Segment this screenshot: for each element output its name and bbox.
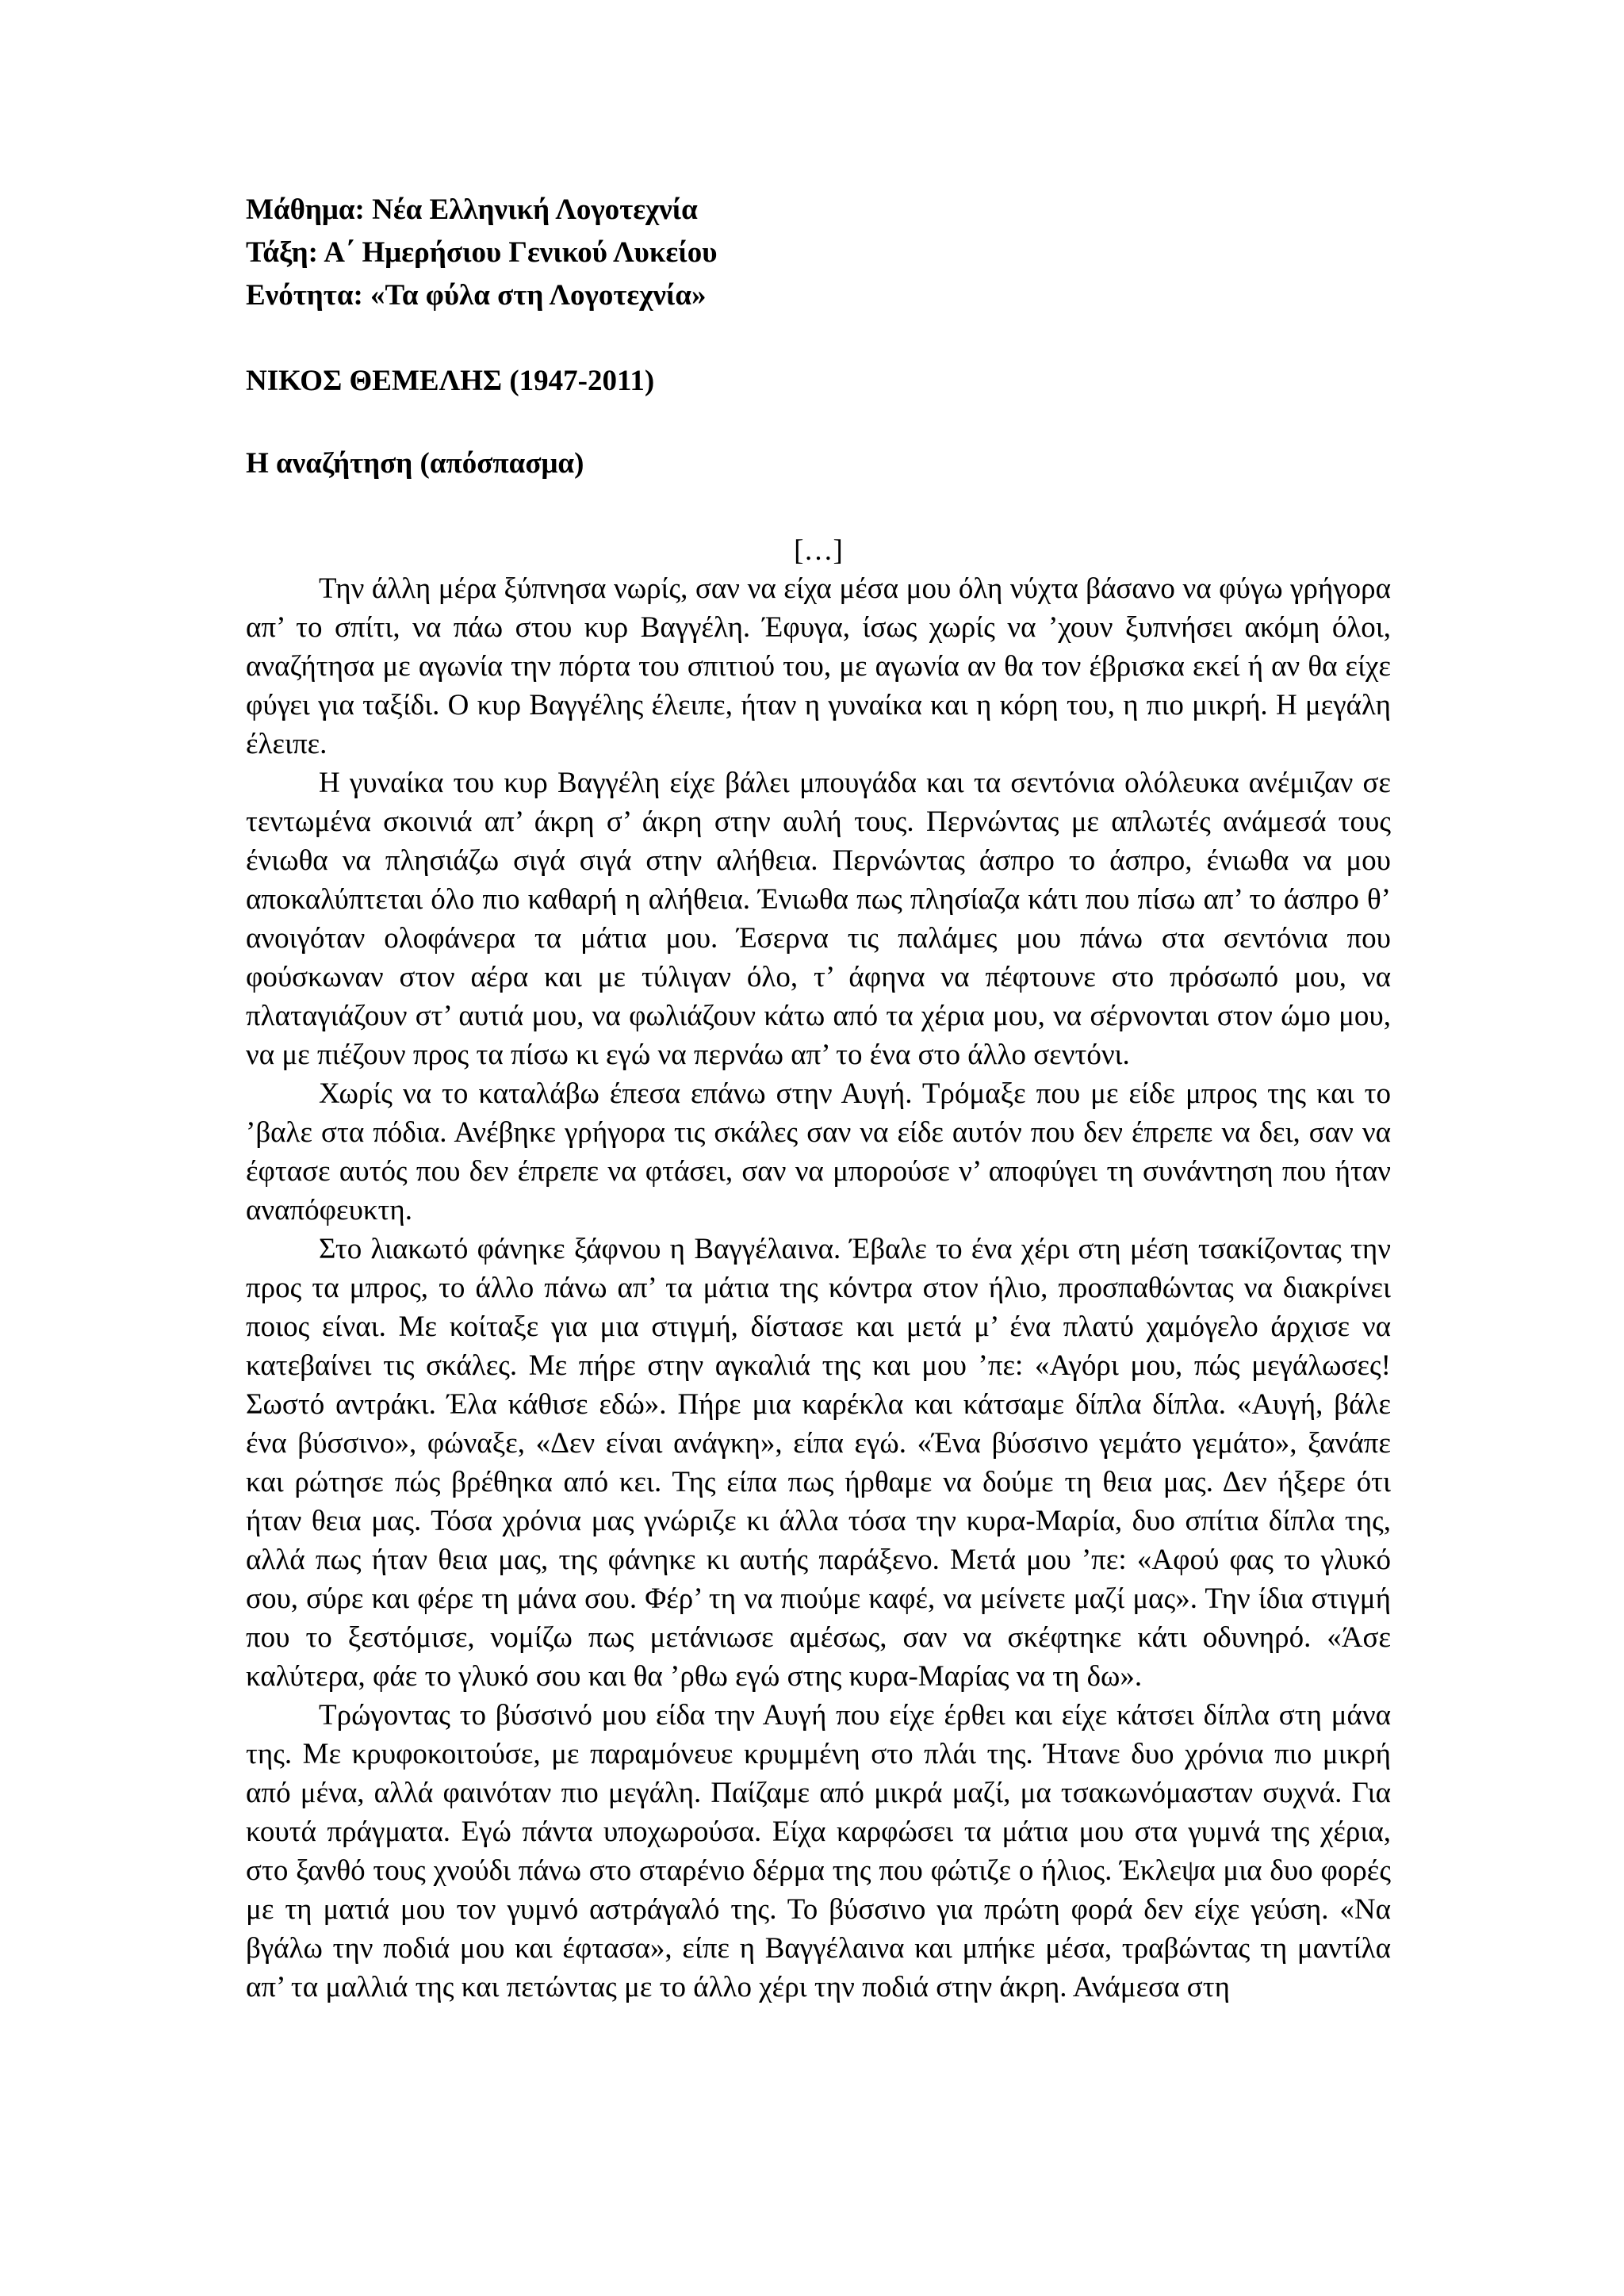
spacer [246,403,1391,442]
unit-line: Ενότητα: «Τα φύλα στη Λογοτεχνία» [246,279,707,312]
paragraph-3: Χωρίς να το καταλάβω έπεσα επάνω στην Αυγή. Τρόμαξε που με είδε μπρος της και το ’βαλε στα πόδια. Ανέβηκε γρήγορα τις σκάλες σαν να είδε αυτόν που δεν έπρεπε να δει, σαν να έφτασε αυτός που δεν έπρεπε να φτάσει, σαν να μπορούσε ν’ αποφύγει τη συνάντηση που ήταν αναπόφευκτη. [246,1077,1391,1226]
subject-line: Μάθημα: Νέα Ελληνική Λογοτεχνία [246,193,698,226]
paragraph-2: Η γυναίκα του κυρ Βαγγέλη είχε βάλει μπουγάδα και τα σεντόνια ολόλευκα ανέμιζαν σε τεντωμένα σκοινιά απ’ άκρη σ’ άκρη στην αυλή τους. Περνώντας με απλωτές ανάμεσά τους ένιωθα να πλησιάζω σιγά σιγά στην αλήθεια. Περνώντας άσπρο το άσπρο, ένιωθα να μου αποκαλύπτεται όλο πιο καθαρή η αλήθεια. Ένιωθα πως πλησίαζα κάτι που πίσω απ’ το άσπρο θ’ ανοιγόταν ολοφάνερα τα μάτια μου. Έσερνα τις παλάμες μου πάνω στα σεντόνια που φούσκωναν στον αέρα και με τύλιγαν όλο, τ’ άφηνα να πέφτουνε στο πρόσωπό μου, να πλαταγιάζουν στ’ αυτιά μου, να φωλιάζουν κάτω από τα χέρια μου, να σέρνονται στον ώμο μου, να με πιέζουν προς τα πίσω κι εγώ να περνάω απ’ το ένα στο άλλο σεντόνι. [246,767,1391,1071]
spacer [246,485,1391,533]
paragraph-1: Την άλλη μέρα ξύπνησα νωρίς, σαν να είχα μέσα μου όλη νύχτα βάσανο να φύγω γρήγορα απ’ το σπίτι, να πάω στου κυρ Βαγγέλη. Έφυγα, ίσως χωρίς να ’χουν ξυπνήσει ακόμη όλοι, αναζήτησα με αγωνία την πόρτα του σπιτιού του, με αγωνία αν θα τον έβρισκα εκεί ή αν θα είχε φύγει για ταξίδι. Ο κυρ Βαγγέλης έλειπε, ήταν η γυναίκα και η κόρη του, η πιο μικρή. Η μεγάλη έλειπε. [246,572,1391,760]
class-line: Τάξη: Α΄ Ημερήσιου Γενικού Λυκείου [246,236,718,269]
work-title: Η αναζήτηση (απόσπασμα) [246,447,584,480]
spacer [246,317,1391,360]
paragraph-4: Στο λιακωτό φάνηκε ξάφνου η Βαγγέλαινα. Έβαλε το ένα χέρι στη μέση τσακίζοντας την προς τα μπρος, το άλλο πάνω απ’ τα μάτια της κόντρα στον ήλιο, προσπαθώντας να διακρίνει ποιος είναι. Με κοίταξε για μια στιγμή, δίστασε και μετά μ’ ένα πλατύ χαμόγελο άρχισε να κατεβαίνει τις σκάλες. Με πήρε στην αγκαλιά της και μου ’πε: «Αγόρι μου, πώς μεγάλωσες! Σωστό αντράκι. Έλα κάθισε εδώ». Πήρε μια καρέκλα και κάτσαμε δίπλα δίπλα. «Αυγή, βάλε ένα βύσσινο», φώναξε, «Δεν είναι ανάγκη», είπα εγώ. «Ένα βύσσινο γεμάτο γεμάτο», ξανάπε και ρώτησε πώς βρέθηκα από κει. Της είπα πως ήρθαμε να δούμε τη θεια μας. Δεν ήξερε ότι ήταν θεια μας. Τόσα χρόνια μας γνώριζε κι άλλα τόσα την κυρα-Μαρία, δυο σπίτια δίπλα της, αλλά πως ήταν θεια μας, της φάνηκε κι αυτής παράξενο. Μετά μου ’πε: «Αφού φας το γλυκό σου, σύρε και φέρε τη μάνα σου. Φέρ’ τη να πιούμε καφέ, να μείνετε μαζί μας». Την ίδια στιγμή που το ξεστόμισε, νομίζω πως μετάνιωσε αμέσως, σαν να σκέφτηκε κάτι οδυνηρό. «Άσε καλύτερα, φάε το γλυκό σου και θα ’ρθω εγώ στης κυρα-Μαρίας να τη δω». [246,1233,1391,1693]
author-heading: ΝΙΚΟΣ ΘΕΜΕΛΗΣ (1947-2011) [246,365,655,397]
document-page [246,189,1391,2007]
paragraph-5: Τρώγοντας το βύσσινό μου είδα την Αυγή που είχε έρθει και είχε κάτσει δίπλα στη μάνα της. Με κρυφοκοιτούσε, με παραμόνευε κρυμμένη στο πλάι της. Ήτανε δυο χρόνια πιο μικρή από μένα, αλλά φαινόταν πιο μεγάλη. Παίζαμε από μικρά μαζί, μα τσακωνόμασταν συχνά. Για κουτά πράγματα. Εγώ πάντα υποχωρούσα. Είχα καρφώσει τα μάτια μου στα γυμνά της χέρια, στο ξανθό τους χνούδι πάνω στο σταρένιο δέρμα της που φώτιζε ο ήλιος. Έκλεψα μια δυο φορές με τη ματιά μου τον γυμνό αστράγαλό της. Το βύσσινο για πρώτη φορά δεν είχε γεύση. «Να βγάλω την ποδιά μου και έφτασα», είπε η Βαγγέλαινα και μπήκε μέσα, τραβώντας τη μαντίλα απ’ τα μαλλιά της και πετώντας με το άλλο χέρι την ποδιά στην άκρη. Ανάμεσα στη [246,1699,1391,2003]
omission-mark: […] [794,534,843,567]
